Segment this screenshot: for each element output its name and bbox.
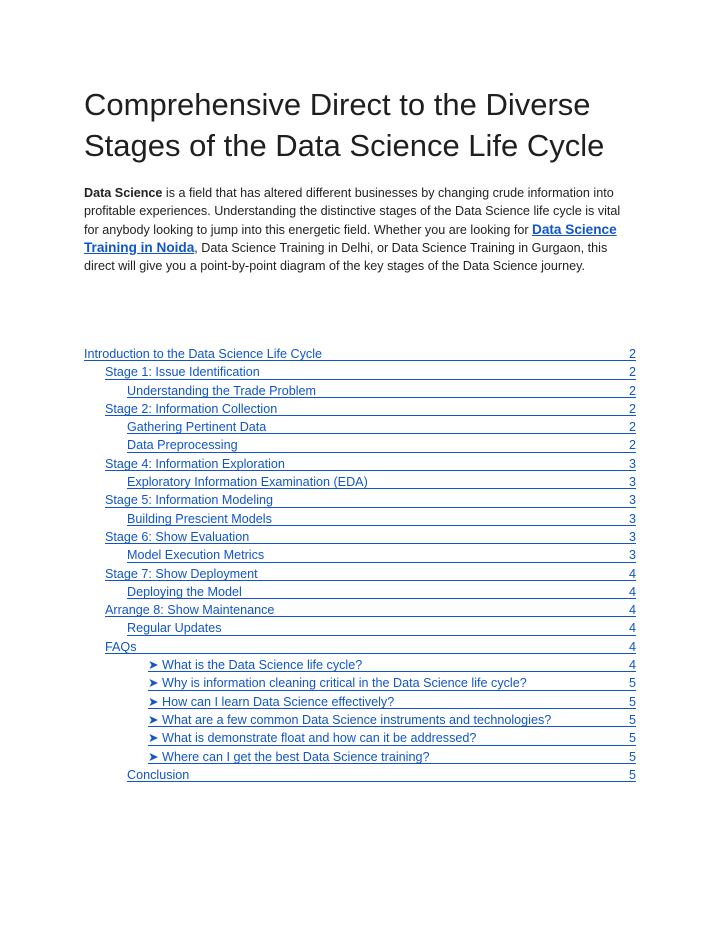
toc-entry-title[interactable]: Stage 7: Show Deployment <box>105 566 258 581</box>
toc-entry-page-number[interactable]: 2 <box>628 420 636 435</box>
toc-entry-title[interactable]: Stage 1: Issue Identification <box>105 365 260 380</box>
toc-entry[interactable] <box>84 583 636 601</box>
toc-entry[interactable] <box>84 528 636 546</box>
toc-entry-title[interactable]: Introduction to the Data Science Life Cycle <box>84 347 323 361</box>
toc-entry-title[interactable]: ➤ What are a few common Data Science instruments and technologies? <box>148 712 552 727</box>
toc-entry[interactable] <box>84 656 636 674</box>
toc-entry-page-number[interactable]: 5 <box>628 694 636 709</box>
toc-entry[interactable] <box>84 601 636 619</box>
toc-entry[interactable] <box>84 619 636 637</box>
toc-entry-page-number[interactable]: 3 <box>628 529 636 544</box>
intro-paragraph <box>84 184 636 275</box>
toc-entry-title[interactable]: Building Prescient Models <box>127 511 272 526</box>
toc-entry-title[interactable]: Stage 5: Information Modeling <box>105 493 274 508</box>
toc-entry-title[interactable]: Gathering Pertinent Data <box>127 420 267 435</box>
toc-entry-title[interactable]: ➤ Where can I get the best Data Science training? <box>148 749 430 764</box>
intro-text-before-link: is a field that has altered different businesses by changing crude information into profitable experiences. Understanding the distinctive stages of the Data Science life cycle is vital for anybody looking to jump into this energetic field. Whether you are looking for <box>84 186 621 237</box>
toc-entry[interactable] <box>84 766 636 784</box>
toc-entry-page-number[interactable]: 2 <box>628 383 636 398</box>
toc-entry[interactable] <box>84 510 636 528</box>
toc-entry[interactable] <box>84 638 636 656</box>
toc-entry-page-number[interactable]: 4 <box>628 603 636 618</box>
toc-entry[interactable] <box>84 748 636 766</box>
toc-entry-page-number[interactable]: 5 <box>628 676 636 691</box>
toc-entry-title[interactable]: Stage 4: Information Exploration <box>105 456 285 471</box>
toc-entry[interactable] <box>84 400 636 418</box>
toc-entry[interactable] <box>84 345 636 363</box>
toc-entry[interactable] <box>84 418 636 436</box>
toc-entry-title[interactable]: Data Preprocessing <box>127 438 238 453</box>
toc-entry-title[interactable]: Model Execution Metrics <box>127 548 265 563</box>
toc-entry[interactable] <box>84 436 636 454</box>
toc-entry[interactable] <box>84 491 636 509</box>
toc-entry-page-number[interactable]: 2 <box>628 365 636 380</box>
toc-entry-page-number[interactable]: 3 <box>628 493 636 508</box>
toc-entry-title[interactable]: Understanding the Trade Problem <box>127 383 317 398</box>
toc-entry-title[interactable]: Conclusion <box>127 767 190 782</box>
toc-entry-page-number[interactable]: 5 <box>628 712 636 727</box>
toc-entry-title[interactable]: Regular Updates <box>127 621 222 636</box>
toc-entry[interactable] <box>84 729 636 747</box>
toc-entry-page-number[interactable]: 2 <box>628 401 636 416</box>
toc-entry[interactable] <box>84 473 636 491</box>
intro-bold-lead: Data Science <box>84 186 163 200</box>
toc-entry[interactable] <box>84 565 636 583</box>
toc-entry-page-number[interactable]: 4 <box>628 584 636 599</box>
toc-entry-page-number[interactable]: 4 <box>628 621 636 636</box>
toc-entry-page-number[interactable]: 3 <box>628 475 636 490</box>
toc-entry-page-number[interactable]: 4 <box>628 658 636 673</box>
toc-entry-title[interactable]: Exploratory Information Examination (EDA) <box>127 475 368 490</box>
toc-entry-page-number[interactable]: 4 <box>628 639 636 654</box>
toc-entry-title[interactable]: ➤ How can I learn Data Science effectively? <box>148 694 395 709</box>
toc-entry-title[interactable]: Stage 6: Show Evaluation <box>105 529 250 544</box>
table-of-contents <box>84 345 636 784</box>
data-science-training-noida-link[interactable]: Data Science Training in Noida <box>84 221 617 255</box>
toc-entry-page-number[interactable]: 2 <box>628 347 636 361</box>
document-title: Comprehensive Direct to the Diverse Stages of the Data Science Life Cycle <box>84 87 605 163</box>
toc-entry-page-number[interactable]: 3 <box>628 511 636 526</box>
toc-entry[interactable] <box>84 455 636 473</box>
toc-entry[interactable] <box>84 546 636 564</box>
toc-entry-page-number[interactable]: 3 <box>628 548 636 563</box>
toc-entry[interactable] <box>84 693 636 711</box>
toc-underline <box>127 781 636 782</box>
toc-entry-title[interactable]: Deploying the Model <box>127 584 242 599</box>
toc-entry-title[interactable]: ➤ What is demonstrate float and how can it be addressed? <box>148 731 477 746</box>
toc-entry-page-number[interactable]: 4 <box>628 566 636 581</box>
toc-entry-page-number[interactable]: 5 <box>628 731 636 746</box>
toc-entry-page-number[interactable]: 3 <box>628 456 636 471</box>
toc-entry[interactable] <box>84 674 636 692</box>
toc-entry[interactable] <box>84 711 636 729</box>
toc-entry[interactable] <box>84 382 636 400</box>
toc-entry-title[interactable]: ➤ Why is information cleaning critical in the Data Science life cycle? <box>148 676 527 691</box>
toc-underline <box>105 653 636 654</box>
toc-entry-page-number[interactable]: 5 <box>628 749 636 764</box>
toc-entry-title[interactable]: Stage 2: Information Collection <box>105 401 278 416</box>
toc-entry-page-number[interactable]: 5 <box>628 767 636 782</box>
toc-entry-page-number[interactable]: 2 <box>628 438 636 453</box>
intro-text-after-link: , Data Science Training in Delhi, or Data Science Training in Gurgaon, this direct will give you a point-by-point diagram of the key stages of the Data Science journey. <box>84 240 608 274</box>
toc-entry-title[interactable]: ➤ What is the Data Science life cycle? <box>148 658 363 673</box>
toc-entry-title[interactable]: Arrange 8: Show Maintenance <box>105 603 275 618</box>
toc-entry[interactable] <box>84 363 636 381</box>
toc-entry-title[interactable]: FAQs <box>105 639 137 654</box>
